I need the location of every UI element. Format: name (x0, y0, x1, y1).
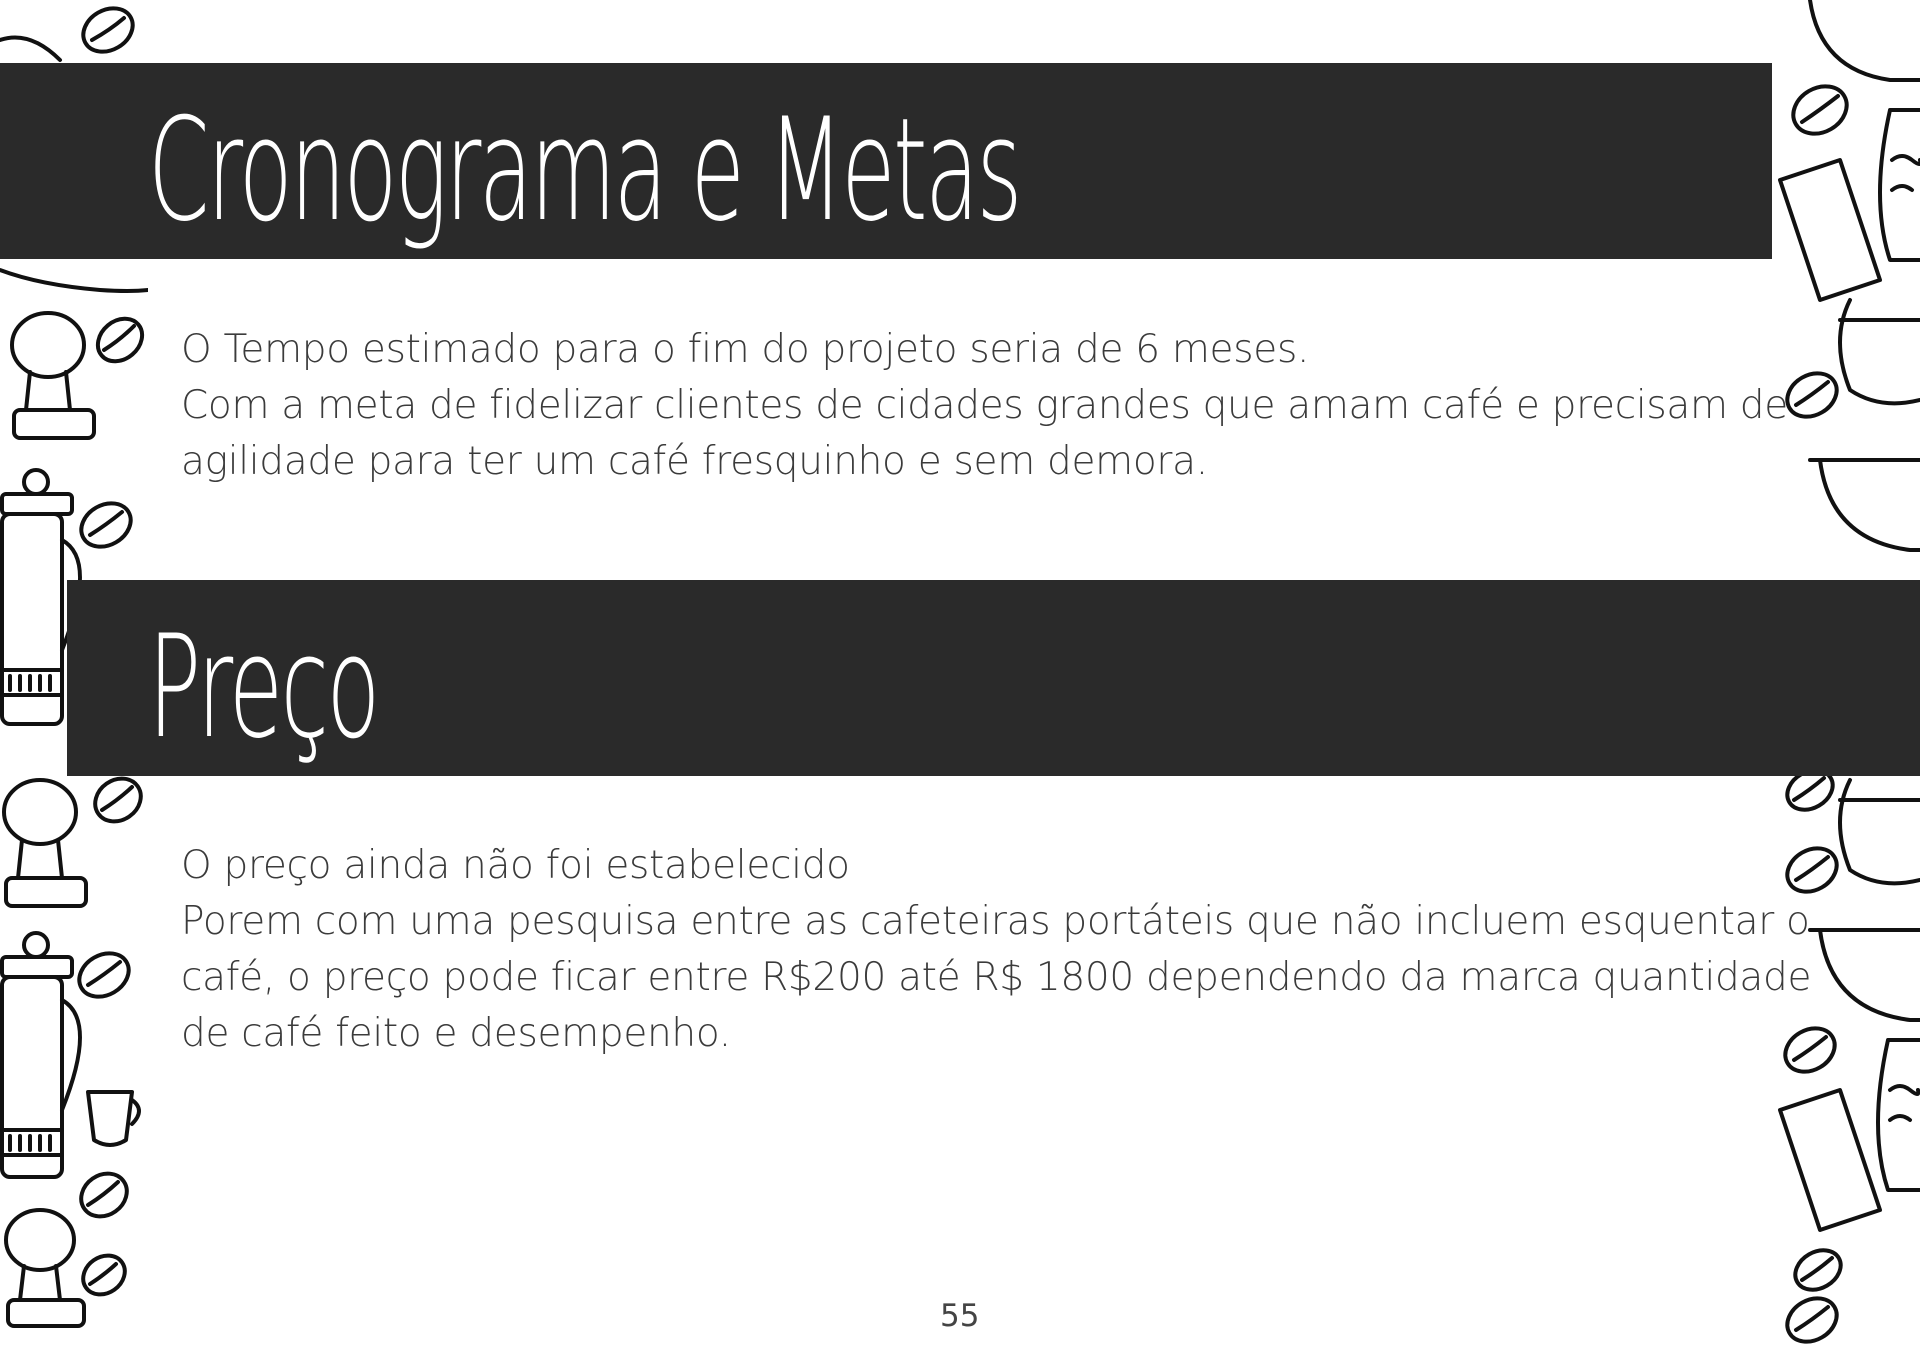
coffee-bean-icon (87, 770, 148, 830)
coffee-cup-icon (1810, 460, 1920, 550)
coffee-grinder-icon (1878, 1040, 1920, 1190)
body-line: Porem com uma pesquisa entre as cafeteiras portáteis que não incluem esquentar o (181, 899, 1810, 944)
section-body-preco (181, 838, 1812, 1062)
tamper-icon (12, 313, 94, 438)
coffee-bean-icon (76, 1248, 133, 1303)
coffee-cup-icon (1810, 0, 1920, 80)
coffee-bean-icon (75, 0, 140, 60)
body-line: O Tempo estimado para o fim do projeto seria de 6 meses. (181, 327, 1310, 372)
coffee-bean-icon (73, 1165, 135, 1225)
coffee-bean-icon (1779, 1290, 1844, 1351)
tamper-icon (6, 1210, 84, 1326)
coffee-pack-icon (1780, 1090, 1880, 1230)
coffee-cup-icon (88, 1092, 139, 1145)
coffee-bean-icon (1779, 840, 1844, 901)
coffee-bean-icon (1788, 1242, 1848, 1297)
coffee-bean-icon (89, 310, 148, 370)
french-press-icon (2, 933, 80, 1177)
coffee-bean-icon (73, 495, 138, 556)
coffee-bean-icon (1779, 365, 1844, 426)
body-line: Com a meta de fidelizar clientes de cidades grandes que amam café e precisam de (181, 383, 1788, 428)
section-heading-preco: Preço (148, 605, 378, 770)
tamper-icon (4, 780, 86, 906)
body-line: agilidade para ter um café fresquinho e sem demora. (181, 439, 1208, 484)
coffee-cup-icon (1810, 930, 1920, 1020)
coffee-bean-icon (1785, 77, 1855, 143)
page-number: 55 (940, 1298, 980, 1334)
body-line: de café feito e desempenho. (181, 1011, 731, 1056)
coffee-bean-icon (1777, 1020, 1842, 1081)
body-line: O preço ainda não foi estabelecido (181, 843, 850, 888)
coffee-carafe-icon (1840, 300, 1920, 403)
coffee-pack-icon (1780, 160, 1880, 300)
coffee-bean-icon (71, 945, 136, 1006)
coffee-carafe-icon (1840, 780, 1920, 883)
section-heading-cronograma: Cronograma e Metas (148, 88, 1020, 253)
body-line: café, o preço pode ficar entre R$200 até R$ 1800 dependendo da marca quantidade (181, 955, 1812, 1000)
section-body-cronograma (181, 322, 1788, 490)
coffee-grinder-icon (1880, 110, 1920, 260)
